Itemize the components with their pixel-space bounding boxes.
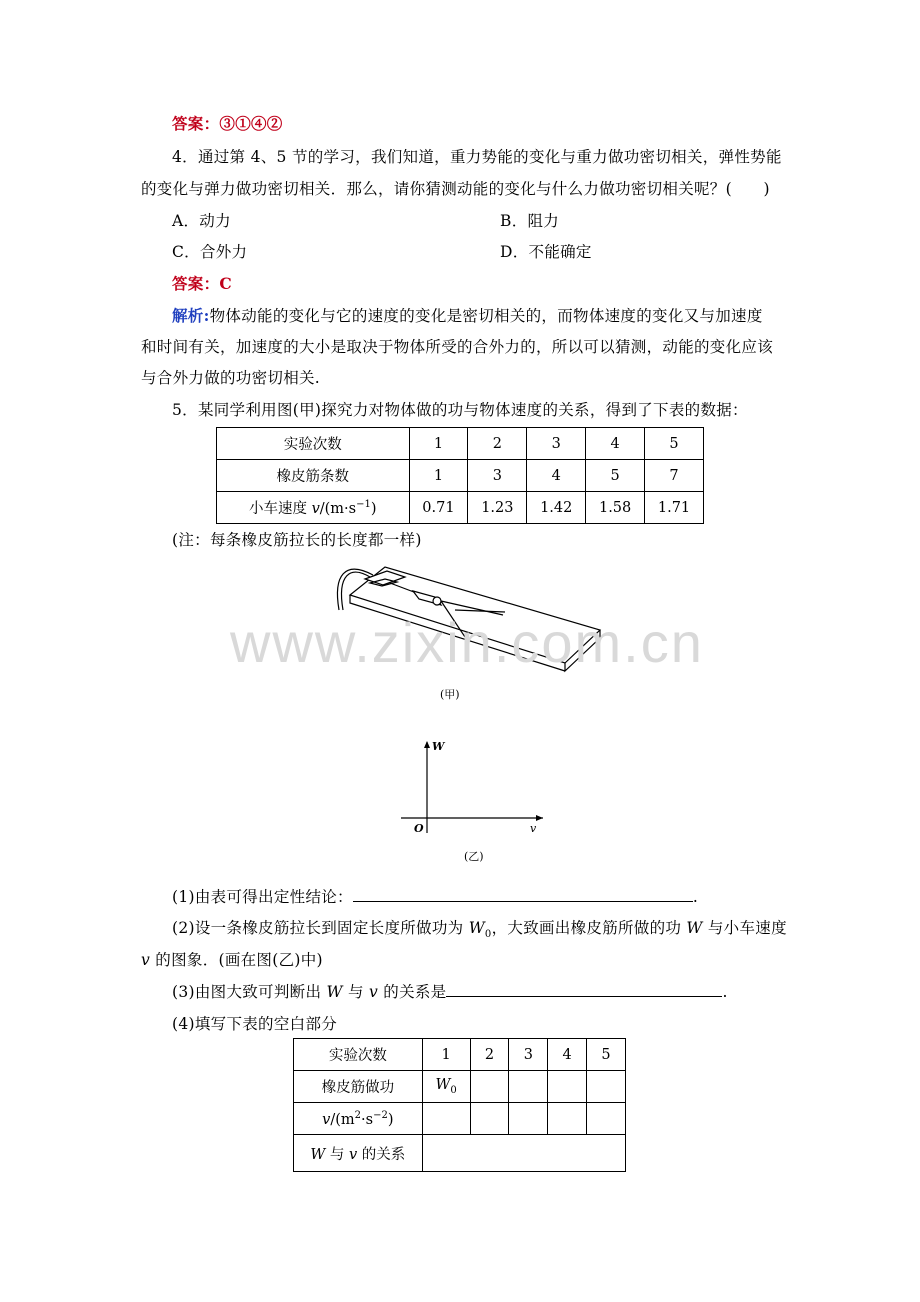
table-cell: 3 xyxy=(527,428,586,460)
table-cell: 4 xyxy=(548,1039,587,1071)
answer-blank[interactable] xyxy=(353,887,693,902)
label-v: v xyxy=(311,501,320,517)
table-cell: 5 xyxy=(645,428,704,460)
blank-cell[interactable] xyxy=(587,1103,626,1135)
table-note: (注：每条橡皮筋拉长的长度都一样) xyxy=(172,531,422,549)
w0-subscript: 0 xyxy=(484,929,492,941)
relation-text: 的关系 xyxy=(357,1146,406,1163)
table-row xyxy=(294,1103,626,1135)
q4-analysis-1 xyxy=(172,304,763,326)
table-cell: 1 xyxy=(409,428,468,460)
table-cell: 1.23 xyxy=(468,492,527,524)
answer-label: 答案： xyxy=(172,274,220,293)
w-symbol: W xyxy=(686,919,703,937)
table-cell: 3 xyxy=(509,1039,548,1071)
answer-value: C xyxy=(219,274,233,293)
table-cell: 1.42 xyxy=(527,492,586,524)
q4-line1: 4．通过第 4、5 节的学习，我们知道，重力势能的变化与重力做功密切相关，弹性势能 xyxy=(172,148,782,166)
table-cell: 4 xyxy=(527,460,586,492)
table-cell: 1 xyxy=(409,460,468,492)
table-row xyxy=(294,1135,626,1172)
table-cell: 橡皮筋做功 xyxy=(294,1071,423,1103)
label-part: /(m·s xyxy=(319,501,357,517)
table-cell-speed-label xyxy=(217,492,410,524)
part3-text: 的关系是 xyxy=(378,983,447,1001)
q4-option-a: A．动力 xyxy=(172,212,231,230)
q5-intro: 5．某同学利用图(甲)探究力对物体做的功与物体速度的关系，得到了下表的数据： xyxy=(172,401,748,419)
table-cell: 4 xyxy=(586,428,645,460)
q5-part1: (1)由表可得出定性结论： . xyxy=(172,888,699,906)
part3-text: 与 xyxy=(342,983,369,1001)
unit-part: ·s xyxy=(361,1111,374,1128)
table-row xyxy=(294,1039,626,1071)
data-table xyxy=(216,427,704,524)
part2-text: 的图象．(画在图(乙)中) xyxy=(150,951,323,969)
table-row xyxy=(217,428,704,460)
v-symbol: v xyxy=(349,1146,358,1163)
table-cell: 1.58 xyxy=(586,492,645,524)
blank-cell[interactable] xyxy=(470,1071,509,1103)
label-part: 小车速度 xyxy=(248,501,312,517)
blank-cell[interactable] xyxy=(470,1103,509,1135)
part2-text: 与小车速度 xyxy=(702,919,787,937)
table-cell: 7 xyxy=(645,460,704,492)
q4-option-c: C．合外力 xyxy=(172,243,248,261)
part1-text: (1)由表可得出定性结论： xyxy=(172,888,353,906)
w-symbol: W xyxy=(326,983,343,1001)
blank-cell[interactable] xyxy=(422,1103,470,1135)
blank-cell[interactable] xyxy=(587,1071,626,1103)
table-cell: 实验次数 xyxy=(294,1039,423,1071)
q5-part3: (3)由图大致可判断出 W 与 v 的关系是 . xyxy=(172,983,728,1001)
answer-value: ③①④② xyxy=(219,114,283,133)
axis-origin-label: O xyxy=(414,822,424,835)
figure-b-caption: (乙) xyxy=(464,850,484,863)
relation-text: 与 xyxy=(329,1146,349,1163)
analysis-text-1: 物体动能的变化与它的速度的变化是密切相关的，而物体速度的变化又与加速度 xyxy=(209,307,763,325)
q5-part4: (4)填写下表的空白部分 xyxy=(172,1015,338,1033)
answer-blank[interactable] xyxy=(446,982,722,997)
table-cell: 0.71 xyxy=(409,492,468,524)
axis-w-label: W xyxy=(432,740,445,753)
unit-part: /(m xyxy=(330,1111,355,1128)
table-cell xyxy=(422,1071,470,1103)
figure-a-caption: (甲) xyxy=(440,688,460,701)
watermark: www.zixin.com.cn xyxy=(230,611,704,674)
part2-text: (2)设一条橡皮筋拉长到固定长度所做功为 xyxy=(172,919,469,937)
fill-table xyxy=(293,1038,626,1172)
answer-label: 答案： xyxy=(172,114,220,133)
blank-cell[interactable] xyxy=(548,1103,587,1135)
w0-symbol: W xyxy=(435,1077,451,1094)
w0-subscript: 0 xyxy=(450,1084,457,1096)
unit-sup: −2 xyxy=(373,1109,388,1121)
table-row xyxy=(217,492,704,524)
table-cell: 5 xyxy=(587,1039,626,1071)
table-cell: 3 xyxy=(468,460,527,492)
table-cell: 2 xyxy=(468,428,527,460)
table-row xyxy=(294,1071,626,1103)
axis-v-label: v xyxy=(530,822,537,835)
prev-answer xyxy=(172,112,283,134)
q5-part2-line2 xyxy=(141,948,323,970)
label-part: ) xyxy=(370,501,377,517)
part2-text: ，大致画出橡皮筋所做的功 xyxy=(491,919,687,937)
blank-cell[interactable] xyxy=(509,1103,548,1135)
table-row xyxy=(217,460,704,492)
v-symbol: v xyxy=(322,1111,331,1128)
table-cell: 5 xyxy=(586,460,645,492)
analysis-label: 解析: xyxy=(172,306,210,325)
table-cell: 1 xyxy=(422,1039,470,1071)
table-cell: 实验次数 xyxy=(217,428,410,460)
table-cell: 1.71 xyxy=(645,492,704,524)
v-symbol: v xyxy=(141,951,151,969)
q4-option-d: D．不能确定 xyxy=(500,243,592,261)
unit-part: ) xyxy=(387,1111,394,1128)
part3-text: (3)由图大致可判断出 xyxy=(172,983,327,1001)
blank-cell[interactable] xyxy=(509,1071,548,1103)
label-sup: −1 xyxy=(356,499,371,511)
blank-cell[interactable] xyxy=(422,1135,625,1172)
table-cell xyxy=(294,1135,423,1172)
blank-cell[interactable] xyxy=(548,1071,587,1103)
w-symbol: W xyxy=(310,1146,326,1163)
q4-option-b: B．阻力 xyxy=(500,212,560,230)
q5-part2-line1 xyxy=(172,916,787,940)
q4-analysis-2: 和时间有关，加速度的大小是取决于物体所受的合外力的，所以可以猜测，动能的变化应该 xyxy=(141,338,774,356)
table-cell: 2 xyxy=(470,1039,509,1071)
w0-symbol: W xyxy=(468,919,485,937)
table-cell xyxy=(294,1103,423,1135)
unit-sup: 2 xyxy=(354,1109,362,1121)
q4-analysis-3: 与合外力做的功密切相关. xyxy=(141,369,321,387)
q4-answer xyxy=(172,272,232,294)
table-cell: 橡皮筋条数 xyxy=(217,460,410,492)
q4-line2: 的变化与弹力做功密切相关．那么，请你猜测动能的变化与什么力做功密切相关呢？( ) xyxy=(141,180,770,198)
v-symbol: v xyxy=(368,983,379,1001)
